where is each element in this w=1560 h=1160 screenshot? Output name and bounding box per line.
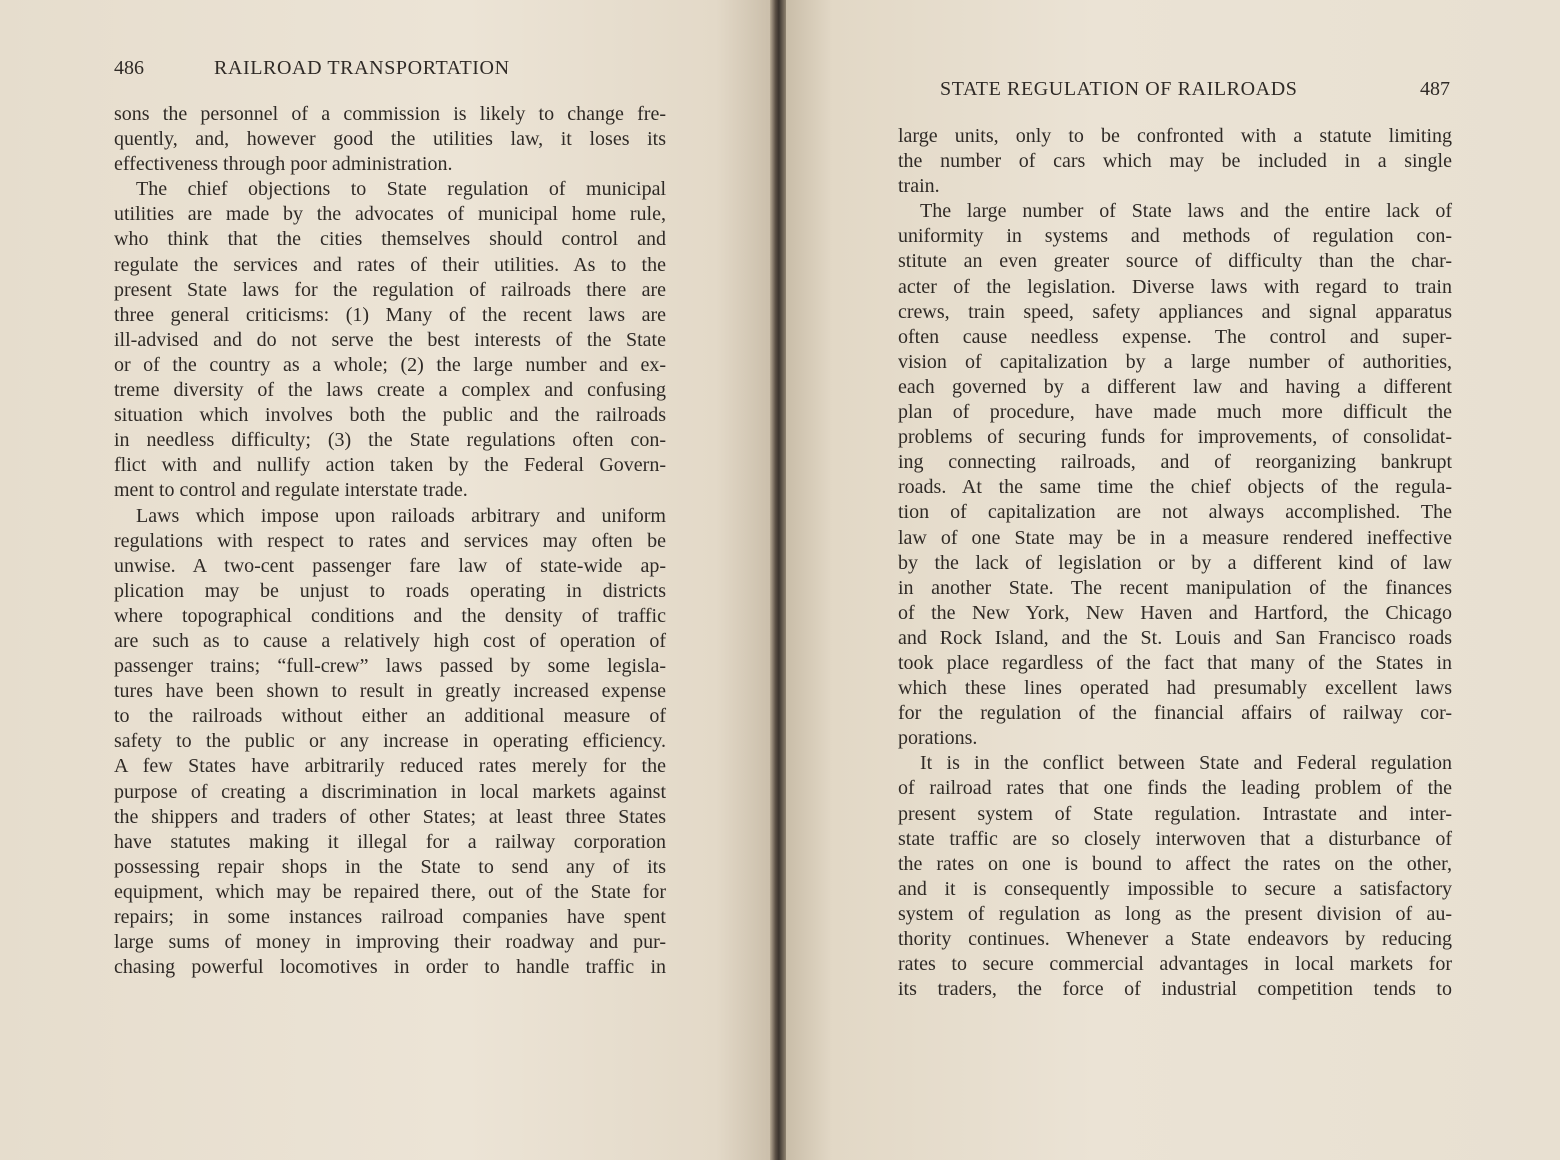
left-body-text: [114, 102, 666, 980]
right-body-text: [898, 124, 1452, 1002]
text-line: its traders, the force of industrial competition tends to: [898, 978, 1452, 1001]
text-line: plan of procedure, have made much more difficult the: [898, 401, 1452, 424]
text-line: crews, train speed, safety appliances and signal apparatus: [898, 300, 1452, 323]
text-line: who think that the cities themselves should control and: [114, 228, 666, 251]
text-line: often cause needless expense. The control and super-: [898, 325, 1452, 348]
text-line: Laws which impose upon railoads arbitrary and uniform: [136, 504, 666, 527]
text-line: state traffic are so closely interwoven that a disturbance of: [898, 827, 1452, 850]
text-line: repairs; in some instances railroad companies have spent: [114, 906, 666, 928]
text-line: system of regulation as long as the present division of au-: [898, 902, 1452, 925]
text-line: utilities are made by the advocates of municipal home rule,: [114, 203, 666, 226]
text-line: to the railroads without either an additional measure of: [114, 705, 666, 728]
text-line: treme diversity of the laws create a complex and confusing: [114, 379, 666, 402]
text-line: ill-advised and do not serve the best interests of the State: [114, 328, 666, 351]
text-line: by the lack of legislation or by a different kind of law: [898, 551, 1452, 574]
right-running-head: [940, 78, 1450, 101]
text-line: the shippers and traders of other States; at least three States: [114, 805, 666, 828]
text-line: flict with and nullify action taken by the Federal Govern-: [114, 454, 666, 477]
text-line: each governed by a different law and having a different: [898, 375, 1452, 398]
text-line: possessing repair shops in the State to send any of its: [114, 855, 666, 878]
text-line: of railroad rates that one finds the leading problem of the: [898, 777, 1452, 800]
text-line: thority continues. Whenever a State endeavors by reducing: [898, 928, 1452, 950]
text-line: purpose of creating a discrimination in local markets against: [114, 780, 666, 803]
text-line: ment to control and regulate interstate trade.: [114, 479, 468, 502]
text-line: effectiveness through poor administration.: [114, 153, 453, 176]
text-line: large units, only to be confronted with a statute limiting: [898, 125, 1452, 147]
text-line: of the New York, New Haven and Hartford, the Chicago: [898, 601, 1452, 624]
right-page-number: 487: [1420, 78, 1450, 100]
text-line: porations.: [898, 727, 978, 750]
text-line: situation which involves both the public and the railroads: [114, 404, 666, 427]
left-running-head: [114, 57, 666, 80]
text-line: and Rock Island, and the St. Louis and San Francisco roads: [898, 626, 1452, 649]
text-line: roads. At the same time the chief objects of the regula-: [898, 476, 1452, 499]
text-line: The large number of State laws and the entire lack of: [920, 200, 1452, 223]
text-line: regulations with respect to rates and services may often be: [114, 529, 666, 552]
text-line: It is in the conflict between State and Federal regulation: [920, 752, 1452, 775]
text-line: large sums of money in improving their roadway and pur-: [114, 931, 666, 954]
text-line: quently, and, however good the utilities law, it loses its: [114, 128, 666, 151]
text-line: acter of the legislation. Diverse laws with regard to train: [898, 275, 1452, 298]
text-line: three general criticisms: (1) Many of the recent laws are: [114, 303, 666, 326]
text-line: problems of securing funds for improvements, of consolidat-: [898, 426, 1452, 449]
text-line: in another State. The recent manipulation of the finances: [898, 576, 1452, 599]
text-line: the number of cars which may be included in a single: [898, 150, 1452, 173]
text-line: A few States have arbitrarily reduced rates merely for the: [114, 755, 666, 778]
left-running-title: RAILROAD TRANSPORTATION: [214, 57, 510, 79]
text-line: where topographical conditions and the density of traffic: [114, 604, 666, 627]
text-line: equipment, which may be repaired there, out of the State for: [114, 880, 666, 903]
text-line: present State laws for the regulation of railroads there are: [114, 278, 666, 301]
book-gutter: [770, 0, 786, 1160]
text-line: chasing powerful locomotives in order to handle traffic in: [114, 956, 666, 979]
text-line: plication may be unjust to roads operating in districts: [114, 579, 666, 602]
text-line: law of one State may be in a measure rendered ineffective: [898, 526, 1452, 549]
text-line: in needless difficulty; (3) the State regulations often con-: [114, 429, 666, 452]
text-line: passenger trains; “full-crew” laws passed by some legisla-: [114, 655, 666, 678]
text-line: took place regardless of the fact that many of the States in: [898, 651, 1452, 674]
text-line: present system of State regulation. Intrastate and inter-: [898, 802, 1452, 825]
text-line: which these lines operated had presumably excellent laws: [898, 677, 1452, 700]
text-line: regulate the services and rates of their utilities. As to the: [114, 253, 666, 276]
text-line: sons the personnel of a commission is likely to change fre-: [114, 103, 666, 125]
text-line: The chief objections to State regulation of municipal: [136, 178, 666, 201]
text-line: and it is consequently impossible to secure a satisfactory: [898, 877, 1452, 900]
text-line: stitute an even greater source of difficulty than the char-: [898, 250, 1452, 273]
left-page-number: 486: [114, 57, 144, 79]
text-line: or of the country as a whole; (2) the large number and ex-: [114, 353, 666, 376]
text-line: for the regulation of the financial affairs of railway cor-: [898, 702, 1452, 725]
text-line: tures have been shown to result in greatly increased expense: [114, 680, 666, 703]
text-line: rates to secure commercial advantages in local markets for: [898, 953, 1452, 976]
text-line: are such as to cause a relatively high cost of operation of: [114, 629, 666, 652]
text-line: safety to the public or any increase in operating efficiency.: [114, 730, 666, 753]
text-line: train.: [898, 175, 940, 198]
text-line: unwise. A two-cent passenger fare law of state-wide ap-: [114, 554, 666, 577]
text-line: ing connecting railroads, and of reorganizing bankrupt: [898, 451, 1452, 474]
text-line: tion of capitalization are not always accomplished. The: [898, 501, 1452, 524]
right-running-title: STATE REGULATION OF RAILROADS: [940, 78, 1298, 100]
text-line: the rates on one is bound to affect the rates on the other,: [898, 852, 1452, 875]
text-line: vision of capitalization by a large number of authorities,: [898, 350, 1452, 373]
text-line: have statutes making it illegal for a railway corporation: [114, 830, 666, 853]
text-line: uniformity in systems and methods of regulation con-: [898, 225, 1452, 248]
